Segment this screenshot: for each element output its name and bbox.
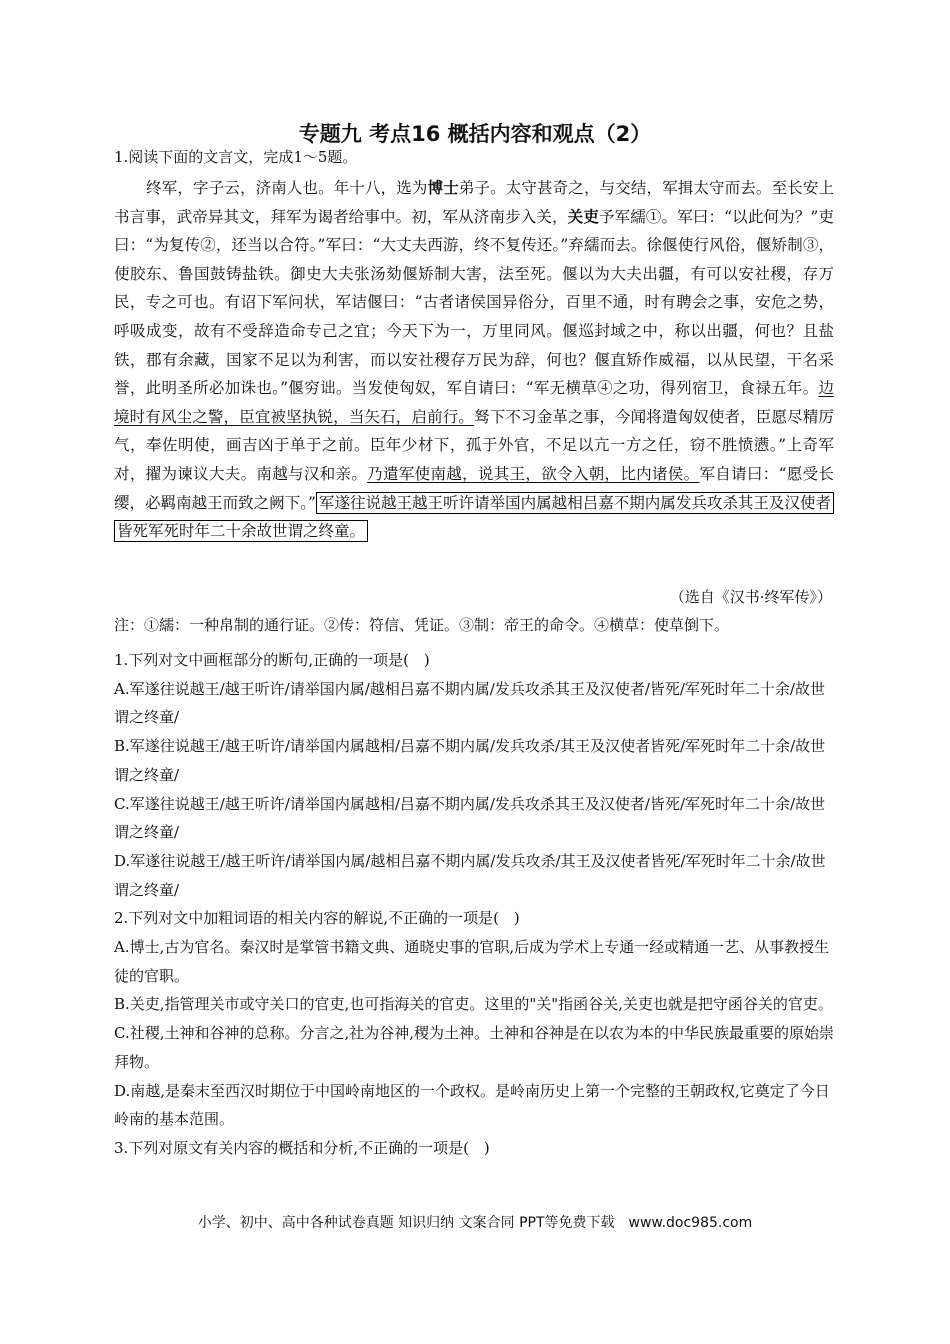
annotation-notes: 注：①繻：一种帛制的通行证。②传：符信、凭证。③制：帝王的命令。④横草：使草倒下。: [114, 616, 730, 634]
classical-passage: [114, 174, 834, 546]
boxed-sentence: 军遂往说越王越王听许请举国内属越相吕嘉不期内属发兵攻杀其王及汉使者皆死军死时年二十余故世谓之终童。: [114, 492, 834, 543]
option-c: C.社稷,土神和谷神的总称。分言之,社为谷神,稷为土神。土神和谷神是在以农为本的中华民族最重要的原始崇拜物。: [114, 1024, 835, 1071]
underlined-sentence-2: 乃遣军使南越，说其王，欲令入朝，比内诸侯。: [367, 464, 700, 483]
passage-source: （选自《汉书·终军传》）: [669, 588, 832, 606]
question-stem: 2.下列对文中加粗词语的相关内容的解说,不正确的一项是( ): [114, 909, 520, 928]
question-intro: 1.阅读下面的文言文，完成1～5题。: [114, 148, 358, 166]
underlined-sentence-1: 边境时有风尘之警，臣宜被坚执锐，当矢石，启前行。: [114, 379, 834, 426]
passage-segment-5: 军自请曰：“愿受长缨，必羁南越王而致之阙下。”: [114, 464, 834, 512]
option-b: B.军遂往说越王/越王听许/请举国内属越相/吕嘉不期内属/发兵攻杀/其王及汉使者皆死/军死时年二十余/故世谓之终童/: [114, 737, 826, 784]
question-stem: 3.下列对原文有关内容的概括和分析,不正确的一项是( ): [114, 1138, 490, 1157]
bold-term-boshi: 博士: [427, 178, 459, 197]
passage-segment-4: 驽下不习金革之事，今闻将遣匈奴使者，臣愿尽精厉气，奉佐明使，画吉凶于单于之前。臣年少材下，孤于外官，不足以亢一方之任，窃不胜愤懑。”上奇军对，擢为谏议大夫。南越与汉和亲。: [114, 407, 834, 483]
bold-term-guanli: 关吏: [567, 206, 599, 226]
passage-segment-3: 予军繻①。军曰：“以此何为？”吏曰：“为复传②，还当以合符。”军曰：“大丈夫西游，终不复传还。”弃繻而去。徐偃使行风俗，偃矫制③，使胶东、鲁国鼓铸盐铁。御史大夫张汤劾偃矫制大害，法至死。偃以为大夫出疆，有可以安社稷，存万民，专之可也。有诏下军问状，军诘偃曰：“古者诸侯国异俗分，百里不通，时有聘会之事，安危之势，呼吸成变，故有不受辞造命专己之宜；今天下为一，万里同风。偃巡封域之中，称以出疆，何也？且盐铁，郡有余藏，国家不足以为利害，而以安社稷存万民为辞，何也？偃直矫作威福，以从民望，干名采誉，此明圣所必加诛也。”偃穷诎。当发使匈奴，军自请曰：“军无横草④之功，得列宿卫，食禄五年。: [114, 207, 834, 398]
option-a: A.博士,古为官名。秦汉时是掌管书籍文典、通晓史事的官职,后成为学术上专通一经或精通一艺、从事教授生徒的官职。: [114, 938, 830, 985]
option-d: D.南越,是秦末至西汉时期位于中国岭南地区的一个政权。是岭南历史上第一个完整的王朝政权,它奠定了今日岭南的基本范围。: [114, 1081, 830, 1129]
option-c: C.军遂往说越王/越王听许/请举国内属越相/吕嘉不期内属/发兵攻杀其王及汉使者/皆死/军死时年二十余/故世谓之终童/: [114, 794, 826, 842]
question-stem: 1.下列对文中画框部分的断句,正确的一项是( ): [114, 651, 430, 669]
questions-section: [114, 646, 836, 1163]
option-b: B.关吏,指管理关市或守关口的官吏,也可指海关的官吏。这里的"关"指函谷关,关吏也就是把守函谷关的官吏。: [114, 995, 833, 1014]
option-d: D.军遂往说越王/越王听许/请举国内属/越相吕嘉不期内属/发兵攻杀/其王及汉使者皆死/军死时年二十余/故世谓之终童/: [114, 851, 826, 899]
option-a: A.军遂往说越王/越王听许/请举国内属/越相吕嘉不期内属/发兵攻杀其王及汉使者/皆死/军死时年二十余/故世谓之终童/: [114, 679, 825, 727]
passage-segment-1: 终军，字子云，济南人也。年十八，选为: [146, 179, 428, 197]
page-footer: 小学、初中、高中各种试卷真题 知识归纳 文案合同 PPT等免费下载 www.doc985.com: [197, 1215, 753, 1231]
page-title: 专题九 考点16 概括内容和观点（2）: [298, 122, 652, 146]
passage-segment-2: 弟子。太守甚奇之，与交结，军揖太守而去。至长安上书言事，武帝异其文，拜军为谒者给事中。初，军从济南步入关，: [114, 179, 834, 226]
